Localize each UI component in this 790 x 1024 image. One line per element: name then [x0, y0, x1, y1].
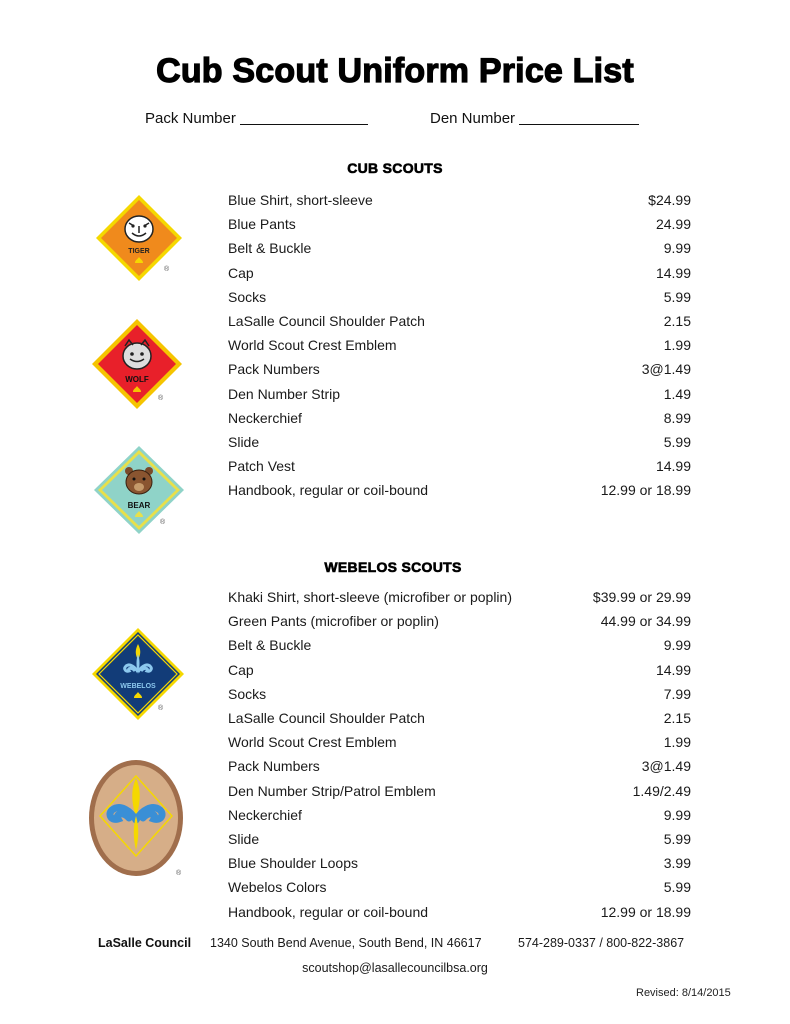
item-name: Slide — [228, 830, 260, 847]
table-row — [228, 454, 691, 478]
item-name: LaSalle Council Shoulder Patch — [228, 710, 425, 727]
table-row — [228, 212, 691, 236]
registered-mark: ® — [160, 519, 166, 526]
table-row — [228, 188, 691, 212]
item-name: Khaki Shirt, short-sleeve (microfiber or poplin) — [228, 589, 512, 606]
cub-scouts-items — [228, 188, 691, 502]
item-price: 7.99 — [663, 685, 691, 702]
pack-number-field[interactable] — [145, 110, 368, 127]
item-name: Socks — [228, 288, 267, 305]
footer-address: 1340 South Bend Avenue, South Bend, IN 46617 — [210, 936, 482, 950]
webelos-badge-icon — [92, 626, 192, 724]
item-name: Neckerchief — [228, 409, 302, 426]
table-row — [228, 236, 691, 260]
item-name: Belt & Buckle — [228, 637, 312, 654]
item-price: 24.99 — [655, 216, 691, 233]
item-name: World Scout Crest Emblem — [228, 734, 397, 751]
table-row — [228, 382, 691, 406]
item-name: Neckerchief — [228, 806, 302, 823]
webelos-oval-badge-icon — [86, 758, 196, 883]
item-name: Blue Pants — [228, 216, 296, 233]
table-row — [228, 899, 691, 923]
item-price: 8.99 — [663, 409, 691, 426]
table-row — [228, 875, 691, 899]
den-number-blank[interactable] — [519, 110, 639, 125]
footer-phone: 574-289-0337 / 800-822-3867 — [518, 936, 685, 950]
item-name: Handbook, regular or coil-bound — [228, 482, 429, 499]
item-price: 2.15 — [663, 313, 691, 330]
table-row — [228, 309, 691, 333]
registered-mark: ® — [158, 395, 164, 402]
item-name: LaSalle Council Shoulder Patch — [228, 313, 425, 330]
item-price: 14.99 — [655, 264, 691, 281]
item-name: Handbook, regular or coil-bound — [228, 903, 429, 920]
table-row — [228, 333, 691, 357]
registered-mark: ® — [164, 266, 170, 273]
item-price: $24.99 — [648, 192, 691, 209]
item-price: 2.15 — [663, 710, 691, 727]
item-price: 14.99 — [655, 458, 691, 475]
table-row — [228, 730, 691, 754]
table-row — [228, 779, 691, 803]
item-name: Slide — [228, 433, 260, 450]
table-row — [228, 682, 691, 706]
item-price: 1.49/2.49 — [632, 782, 691, 799]
table-row — [228, 285, 691, 309]
webelos-scouts-heading: WEBELOS SCOUTS — [324, 559, 462, 575]
den-number-label: Den Number — [430, 110, 516, 127]
table-row — [228, 609, 691, 633]
footer-org: LaSalle Council — [98, 936, 192, 950]
item-price: 9.99 — [663, 240, 691, 257]
item-name: Pack Numbers — [228, 758, 320, 775]
table-row — [228, 633, 691, 657]
den-number-field[interactable] — [430, 110, 639, 127]
item-price: $39.99 or 29.99 — [592, 589, 691, 606]
revised-date: Revised: 8/14/2015 — [636, 987, 731, 999]
table-row — [228, 357, 691, 381]
registered-mark: ® — [176, 870, 182, 877]
tiger-badge-icon — [94, 193, 194, 283]
item-price: 44.99 or 34.99 — [600, 613, 691, 630]
table-row — [228, 851, 691, 875]
page-title: Cub Scout Uniform Price List — [156, 52, 634, 90]
webelos-label: WEBELOS — [120, 683, 156, 690]
table-row — [228, 827, 691, 851]
item-price: 1.49 — [663, 385, 691, 402]
item-price: 9.99 — [663, 806, 691, 823]
item-name: World Scout Crest Emblem — [228, 337, 397, 354]
item-name: Patch Vest — [228, 458, 295, 475]
item-price: 12.99 or 18.99 — [600, 903, 691, 920]
item-price: 5.99 — [663, 879, 691, 896]
footer-email[interactable]: scoutshop@lasallecouncilbsa.org — [302, 961, 488, 975]
item-name: Den Number Strip/Patrol Emblem — [228, 782, 436, 799]
registered-mark: ® — [158, 705, 164, 712]
item-price: 5.99 — [663, 830, 691, 847]
item-price: 12.99 or 18.99 — [600, 482, 691, 499]
item-name: Socks — [228, 685, 267, 702]
item-price: 1.99 — [663, 734, 691, 751]
table-row — [228, 406, 691, 430]
pack-number-label: Pack Number — [145, 110, 236, 127]
table-row — [228, 803, 691, 827]
item-name: Pack Numbers — [228, 361, 320, 378]
table-row — [228, 478, 691, 502]
item-price: 1.99 — [663, 337, 691, 354]
item-name: Cap — [228, 661, 254, 678]
item-name: Belt & Buckle — [228, 240, 312, 257]
item-price: 14.99 — [655, 661, 691, 678]
item-name: Green Pants (microfiber or poplin) — [228, 613, 439, 630]
bear-label: BEAR — [127, 501, 151, 510]
table-row — [228, 430, 691, 454]
cub-scouts-heading: CUB SCOUTS — [347, 160, 443, 176]
item-name: Blue Shoulder Loops — [228, 855, 358, 872]
table-row — [228, 706, 691, 730]
wolf-label: WOLF — [125, 375, 149, 384]
wolf-badge-icon — [92, 316, 192, 411]
tiger-label: TIGER — [128, 248, 150, 255]
item-price: 5.99 — [663, 433, 691, 450]
item-price: 9.99 — [663, 637, 691, 654]
webelos-scouts-items — [228, 585, 691, 924]
table-row — [228, 585, 691, 609]
item-name: Den Number Strip — [228, 385, 341, 402]
item-price: 3@1.49 — [641, 361, 691, 378]
item-name: Blue Shirt, short-sleeve — [228, 192, 373, 209]
pack-number-blank[interactable] — [240, 110, 368, 125]
bear-badge-icon — [94, 444, 194, 536]
item-price: 3.99 — [663, 855, 691, 872]
table-row — [228, 261, 691, 285]
table-row — [228, 658, 691, 682]
item-name: Cap — [228, 264, 254, 281]
table-row — [228, 754, 691, 778]
item-name: Webelos Colors — [228, 879, 327, 896]
item-price: 5.99 — [663, 288, 691, 305]
item-price: 3@1.49 — [641, 758, 691, 775]
